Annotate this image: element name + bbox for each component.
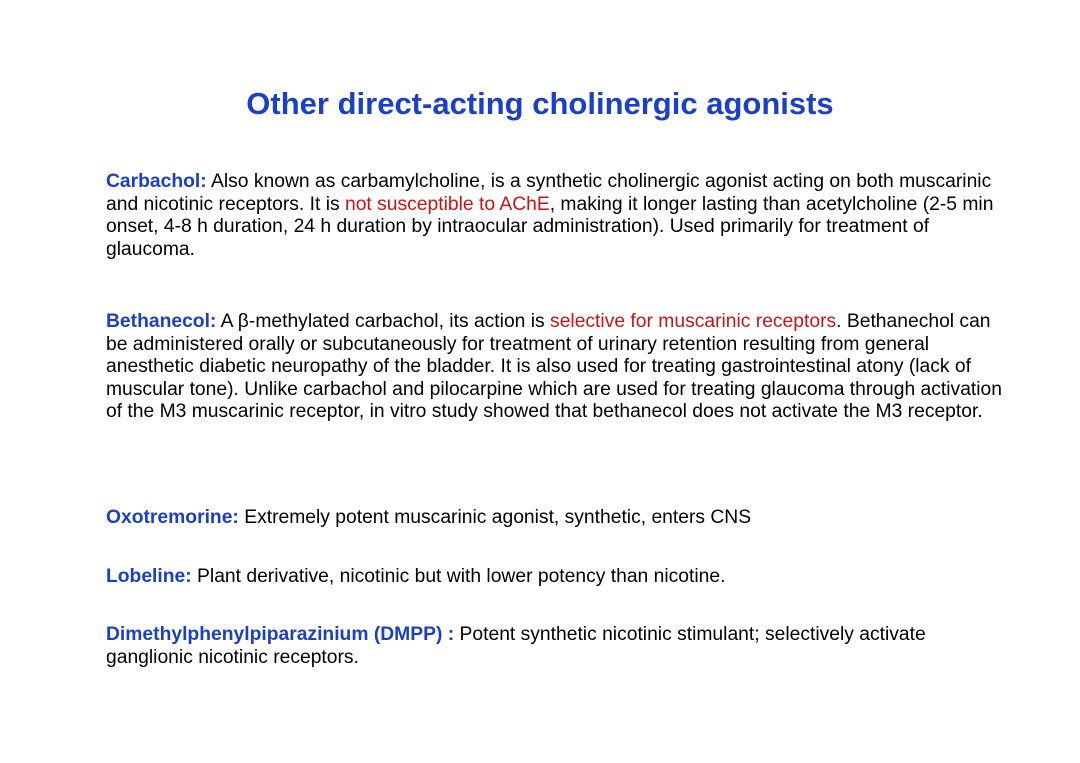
- lobeline-text: Plant derivative, nicotinic but with lower potency than nicotine.: [191, 566, 726, 587]
- oxotremorine-term: Oxotremorine:: [106, 507, 239, 528]
- carbachol-term: Carbachol:: [106, 171, 207, 192]
- carbachol-highlight: not susceptible to AChE: [344, 193, 550, 215]
- carbachol-paragraph: [106, 171, 1006, 261]
- oxotremorine-text: Extremely potent muscarinic agonist, synthetic, enters CNS: [238, 507, 752, 528]
- carbachol-text-1: Also known as carbamylcholine, is a synthetic cholinergic agonist acting on both muscarinic and nicotinic receptors. It is: [106, 171, 992, 215]
- bethanecol-highlight: selective for muscarinic receptors: [550, 311, 837, 332]
- bethanecol-paragraph: [106, 311, 1006, 424]
- carbachol-text-2: , making it longer lasting than acetylcholine (2-5 min onset, 4-8 h duration, 24 h duration by intraocular administration). Used primarily for treatment of glaucoma.: [106, 193, 994, 260]
- dmpp-paragraph: [106, 624, 1006, 669]
- bethanecol-text-2: . Bethanechol can be administered orally or subcutaneously for treatment of urinary retention resulting from general anesthetic diabetic neuropathy of the bladder. It is also used for treating gastrointestinal atony (lack of muscular tone). Unlike carbachol and pilocarpine which are used for treating glaucoma through activation of the M3 muscarinic receptor, in vitro study showed that bethanecol does not activate the M3 receptor.: [106, 311, 1003, 423]
- lobeline-paragraph: [106, 566, 1006, 589]
- dmpp-term: Dimethylphenylpiparazinium (DMPP) :: [106, 624, 455, 645]
- dmpp-text: Potent synthetic nicotinic stimulant; selectively activate ganglionic nicotinic receptors.: [106, 624, 926, 668]
- oxotremorine-paragraph: [106, 507, 1006, 530]
- bethanecol-term: Bethanecol:: [106, 311, 217, 332]
- bethanecol-text-1: A β-methylated carbachol, its action is: [216, 311, 551, 332]
- slide-title: Other direct-acting cholinergic agonists: [246, 86, 834, 121]
- lobeline-term: Lobeline:: [106, 566, 192, 587]
